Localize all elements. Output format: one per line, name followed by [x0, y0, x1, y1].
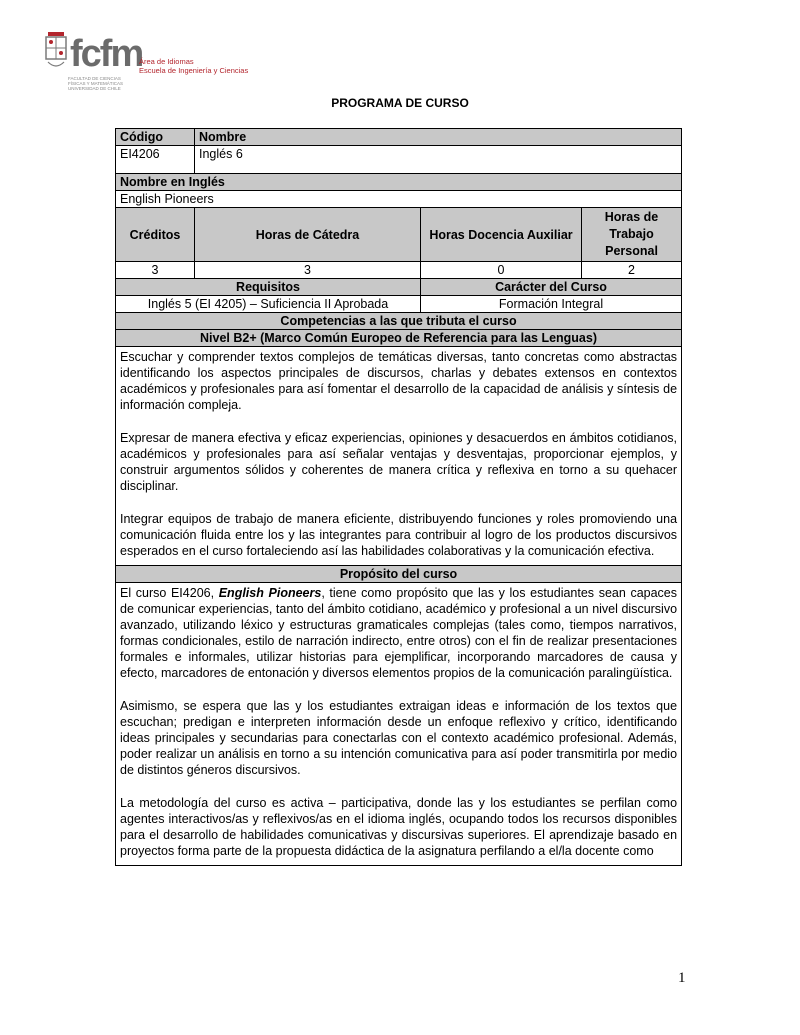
credits-header: Créditos: [116, 208, 195, 262]
logo-brand: fcfm: [70, 33, 143, 75]
course-code: EI4206: [116, 146, 195, 174]
university-emblem-icon: [44, 32, 68, 72]
english-name-row: [116, 191, 682, 208]
lecture-hours-header: Horas de Cátedra: [195, 208, 421, 262]
requirements-row: [116, 296, 682, 313]
competencies-header-row: [116, 313, 682, 330]
logo-faculty-text: FACULTAD DE CIENCIAS FÍSICAS Y MATEMÁTICAS UNIVERSIDAD DE CHILE: [68, 76, 124, 91]
lecture-hours-value: 3: [195, 262, 421, 279]
purpose-paragraph: Asimismo, se espera que las y los estudiantes extraigan ideas e información de los textos que escuchan; predigan e interpreten información desde un enfoque reflexivo y crítico, identificando ideas principales y secundarias para conectarlas con el contexto académico profesional. Además, poder realizar un análisis en torno a su intención comunicativa para así poder transmitirla por medio de distintos géneros discursivos.: [120, 699, 678, 777]
name-header: Nombre: [195, 129, 682, 146]
english-name-header-row: [116, 174, 682, 191]
english-name: English Pioneers: [116, 191, 682, 208]
course-name: Inglés 6: [195, 146, 682, 174]
character-header: Carácter del Curso: [421, 279, 682, 296]
hours-values-row: [116, 262, 682, 279]
institution-logo: [44, 30, 249, 100]
competencies-text: [116, 347, 682, 566]
requirements-header-row: [116, 279, 682, 296]
level-header-row: [116, 330, 682, 347]
purpose-header-row: [116, 566, 682, 583]
level-header: Nivel B2+ (Marco Común Europeo de Referencia para las Lenguas): [116, 330, 682, 347]
code-header: Código: [116, 129, 195, 146]
purpose-header: Propósito del curso: [116, 566, 682, 583]
competencies-header: Competencias a las que tributa el curso: [116, 313, 682, 330]
code-name-header-row: [116, 129, 682, 146]
aux-hours-header: Horas Docencia Auxiliar: [421, 208, 582, 262]
page-number: 1: [678, 970, 686, 986]
english-name-header: Nombre en Inglés: [116, 174, 682, 191]
character-value: Formación Integral: [421, 296, 682, 313]
purpose-text: [116, 583, 682, 866]
requirements-value: Inglés 5 (EI 4205) – Suficiencia II Aprobada: [116, 296, 421, 313]
aux-hours-value: 0: [421, 262, 582, 279]
purpose-row: [116, 583, 682, 866]
course-english-name: English Pioneers: [218, 586, 322, 600]
competencies-row: [116, 347, 682, 566]
purpose-intro: El curso EI4206,: [120, 586, 219, 600]
logo-school-line: Escuela de Ingeniería y Ciencias: [139, 66, 249, 75]
competency-paragraph: Integrar equipos de trabajo de manera eficiente, distribuyendo funciones y roles promoviendo una comunicación fluida entre los y las integrantes para contribuir al logro de los productos discursivos esperados en el curso fortaleciendo así las habilidades colaborativas y la comunicación efectiva.: [120, 512, 678, 558]
personal-hours-header: Horas de Trabajo Personal: [582, 208, 682, 262]
personal-hours-value: 2: [582, 262, 682, 279]
competency-paragraph: Expresar de manera efectiva y eficaz experiencias, opiniones y desacuerdos en ámbitos cotidianos, académicos y profesionales para así señalar ventajas y desventajas, proporcionar ejemplos, y construir argumentos sólidos y coherentes de manera crítica y reflexiva en torno a su quehacer disciplinar.: [120, 431, 678, 493]
competency-paragraph: Escuchar y comprender textos complejos de temáticas diversas, tanto concretas como abstractas identificando los aspectos principales de discursos, charlas y debates extensos en contextos académicos y profesionales para así fomentar el desarrollo de la capacidad de análisis y síntesis de información compleja.: [120, 350, 678, 412]
course-program-table: [115, 128, 682, 866]
requirements-header: Requisitos: [116, 279, 421, 296]
hours-header-row: [116, 208, 682, 262]
code-name-row: [116, 146, 682, 174]
purpose-paragraph: La metodología del curso es activa – participativa, donde las y los estudiantes se perfilan como agentes interactivos/as y reflexivos/as en el idioma inglés, ocupando todos los recursos disponibles para el desarrollo de habilidades comunicativas y discursivas superiores. El aprendizaje basado en proyectos forma parte de la propuesta didáctica de la asignatura perfilando a el/la docente como: [120, 796, 678, 858]
purpose-body: , tiene como propósito que las y los estudiantes sean capaces de comunicar experiencias, tanto del ámbito cotidiano, académico y profesional a un nivel discursivo avanzado, utilizando léxico y estructuras gramaticales complejas (tales como, tiempos narrativos, formas condicionales, estilo de narración indirecto, entre otros) con el fin de realizar presentaciones formales e informales, utilizar historias para ejemplificar, incorporando marcadores de causa y efecto, marcadores de entonación y diversos elementos propios de la comunicación paralingüística.: [120, 586, 678, 680]
credits-value: 3: [116, 262, 195, 279]
logo-area-line: Área de Idiomas: [139, 57, 194, 66]
page-title: PROGRAMA DE CURSO: [331, 96, 469, 110]
purpose-paragraph: [120, 585, 677, 681]
